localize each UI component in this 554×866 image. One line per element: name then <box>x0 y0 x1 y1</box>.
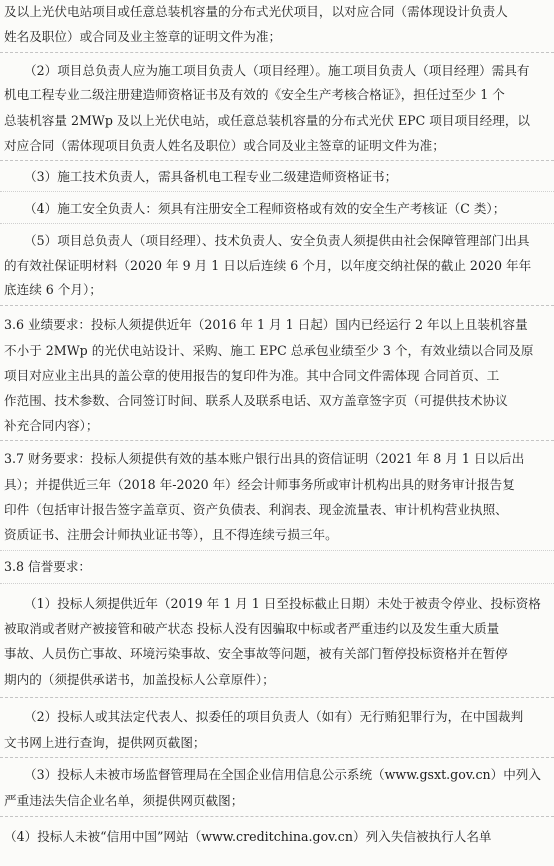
text-line: 3.8 信誉要求： <box>4 559 92 574</box>
text-line: 被取消或者财产被接管和破产状态 投标人没有因骗取中标或者严重违约以及发生重大质量 <box>4 621 500 636</box>
text-line: （1）投标人须提供近年（2019 年 1 月 1 日至投标截止日期）未处于被责令停业、投标资格 <box>24 596 541 611</box>
text-line: 的有效社保证明材料（2020 年 9 月 1 日以后连续 6 个月，以年度交纳社保的截止 2020 年年 <box>4 258 532 273</box>
text-line: 资质证书、注册会计师执业证书等），且不得连续亏损三年。 <box>4 527 338 542</box>
text-line: （3）投标人未被市场监督管理局在全国企业信用信息公示系统（www.gsxt.gov.cn）中列入 <box>24 767 541 782</box>
text-line: （2）投标人或其法定代表人、拟委任的项目负责人（如有）无行贿犯罪行为，在中国裁判 <box>24 709 524 724</box>
text-line: 事故、人员伤亡事故、环境污染事故、安全事故等问题，被有关部门暂停投标资格并在暂停 <box>4 646 508 661</box>
separator <box>0 583 554 584</box>
text-line: 姓名及职位）或合同及业主签章的证明文件为准； <box>4 29 282 44</box>
text-line: 具）；并提供近三年（2018 年-2020 年）经会计师事务所或审计机构出具的财务审计报告复 <box>4 477 515 492</box>
text-line: （2）项目总负责人应为施工项目负责人（项目经理）。施工项目负责人（项目经理）需具有 <box>24 63 530 78</box>
text-line: 补充合同内容）； <box>4 418 99 433</box>
separator <box>0 52 554 53</box>
text-line: （3）施工技术负责人，需具备机电工程专业二级建造师资格证书； <box>24 169 398 184</box>
text-line: 期内的（须提供承诺书，加盖投标人公章原件）； <box>4 672 275 687</box>
text-line: 对应合同（需体现项目负责人姓名及职位）或合同及业主签章的证明文件为准； <box>4 138 445 153</box>
text-line: 印件（包括审计报告签字盖章页、资产负债表、利润表、现金流量表、审计机构营业执照、 <box>4 502 508 517</box>
separator <box>0 816 554 817</box>
separator <box>0 305 554 306</box>
text-line: 作范围、技术参数、合同签订时间、联系人及联系电话、双方盖章签字页（可提供技术协议 <box>4 393 508 408</box>
text-line: 3.7 财务要求：投标人须提供有效的基本账户银行出具的资信证明（2021 年 8 月 1 日以后出 <box>4 451 525 466</box>
text-line: （4）施工安全负责人：须具有注册安全工程师资格或有效的安全生产考核证（C 类）； <box>24 201 506 216</box>
separator <box>0 440 554 441</box>
separator <box>0 697 554 698</box>
text-line: （4）投标人未被“信用中国”网站（www.creditchina.gov.cn）列入失信被执行人名单 <box>4 829 492 844</box>
text-line: 总装机容量 2MWp 及以上光伏电站，或任意总装机容量的分布式光伏 EPC 项目项目经理，以 <box>4 113 531 128</box>
separator <box>0 757 554 758</box>
text-line: 及以上光伏电站项目或任意总装机容量的分布式光伏项目，以对应合同（需体现设计负责人 <box>4 4 508 19</box>
separator <box>0 223 554 224</box>
text-line: 底连续 6 个月）； <box>4 282 102 297</box>
text-line: 不小于 2MWp 的光伏电站设计、采购、施工 EPC 总承包业绩至少 3 个，有效业绩以合同及原 <box>4 343 534 358</box>
text-line: 严重违法失信企业名单，须提供网页截图； <box>4 793 244 808</box>
text-line: 项目对应业主出具的盖公章的使用报告的复印件为准。其中合同文件需体现 合同首页、工 <box>4 368 500 383</box>
separator <box>0 191 554 192</box>
text-line: （5）项目总负责人（项目经理）、技术负责人、安全负责人须提供由社会保障管理部门出具 <box>24 233 530 248</box>
text-line: 3.6 业绩要求：投标人须提供近年（2016 年 1 月 1 日起）国内已经运行 2 年以上且装机容量 <box>4 317 528 332</box>
separator <box>0 550 554 551</box>
text-line: 文书网上进行查询，提供网页截图； <box>4 735 206 750</box>
separator <box>0 160 554 161</box>
text-line: 机电工程专业二级注册建造师资格证书及有效的《安全生产考核合格证》，担任过至少 1 个 <box>4 87 505 102</box>
